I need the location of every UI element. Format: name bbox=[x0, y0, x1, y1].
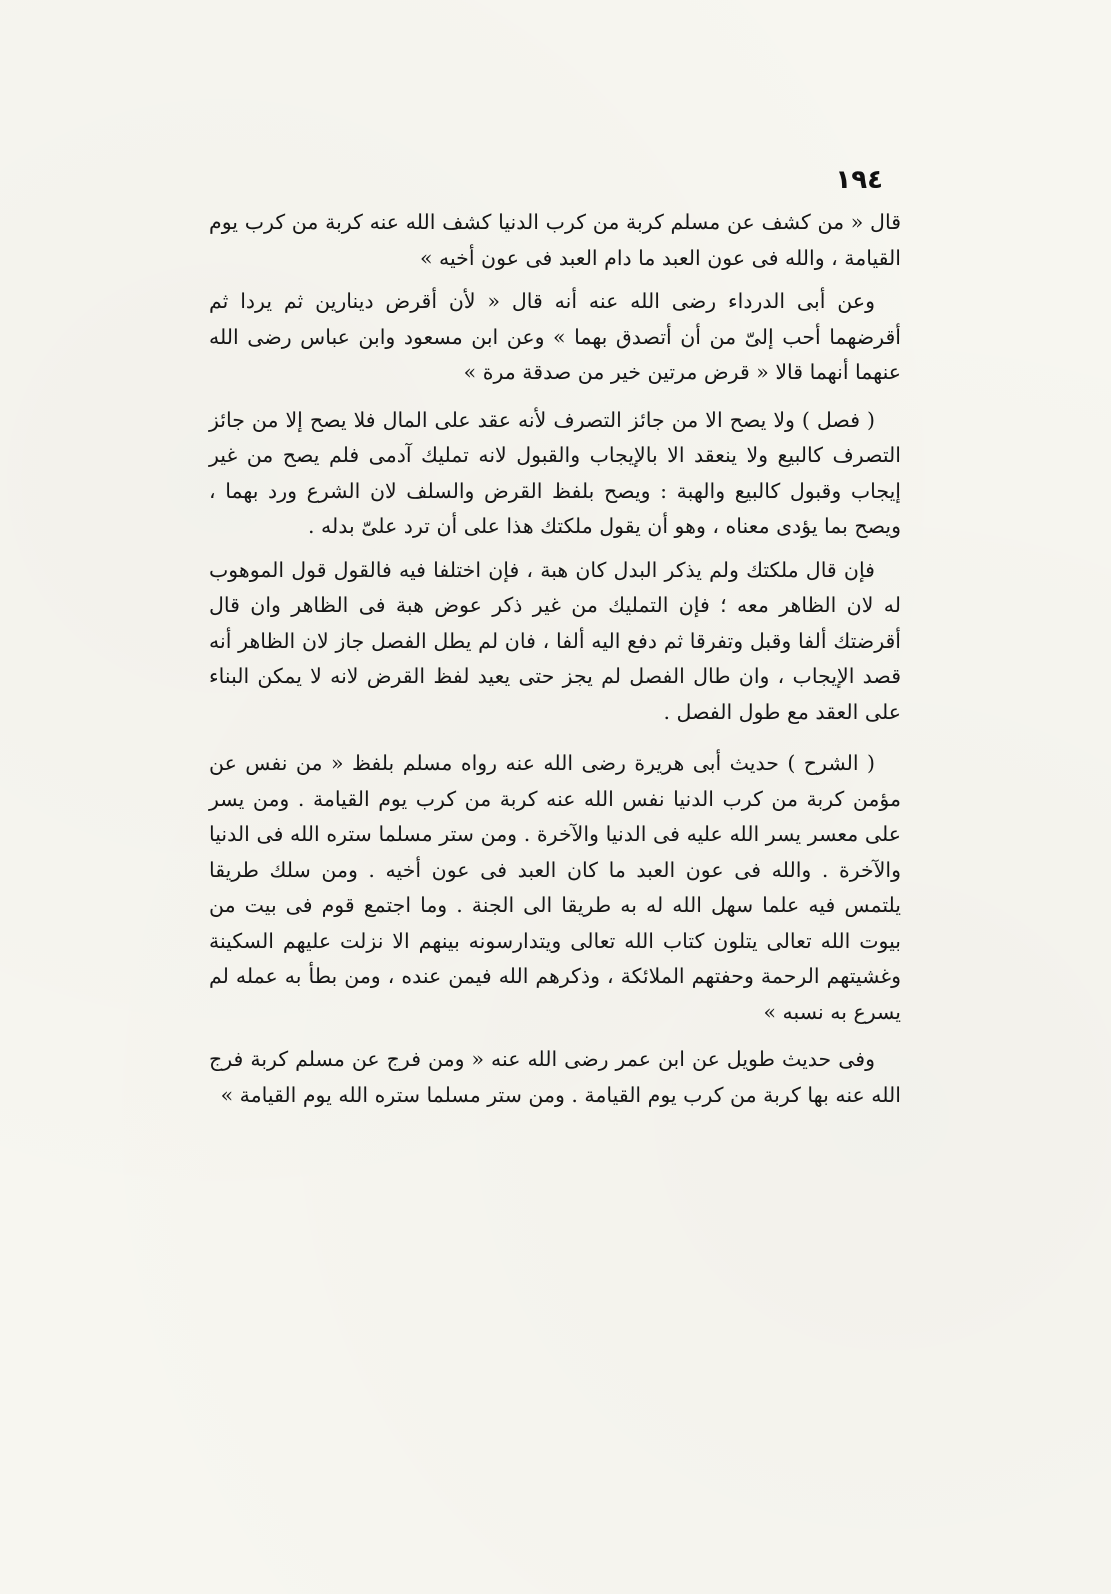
paragraph-fasl: ( فصل ) ولا يصح الا من جائز التصرف لأنه عقد على المال فلا يصح إلا من جائز التصرف كالبيع ولا ينعقد الا بالإيجاب والقبول لانه تمليك آدمى فلم يصح من غير إيجاب وقبول كالبيع والهبة : ويصح بلفظ القرض والسلف لان الشرع ورد بهما ، ويصح بما يؤدى معناه ، وهو أن يقول ملكتك هذا على أن ترد علىّ بدله . bbox=[209, 407, 901, 538]
paragraph-abu-darda: وعن أبى الدرداء رضى الله عنه أنه قال « لأن أقرض دينارين ثم يردا ثم أقرضهما أحب إلىّ من أن أتصدق بهما » وعن ابن مسعود وابن عباس رضى الله عنهما أنهما قالا « قرض مرتين خير من صدقة مرة » bbox=[209, 289, 901, 384]
page-number: ١٩٤ bbox=[835, 165, 883, 195]
paragraph-ibn-umar: وفى حديث طويل عن ابن عمر رضى الله عنه « ومن فرج عن مسلم كربة فرج الله عنه بها كربة من كرب يوم القيامة . ومن ستر مسلما ستره الله يوم القيامة » bbox=[209, 1047, 901, 1107]
paragraph-hadith-quote: قال « من كشف عن مسلم كربة من كرب الدنيا كشف الله عنه كربة من كرب يوم القيامة ، والله فى عون العبد ما دام العبد فى عون أخيه » bbox=[209, 210, 901, 270]
paragraph-hiba: فإن قال ملكتك ولم يذكر البدل كان هبة ، فإن اختلفا فيه فالقول قول الموهوب له لان الظاهر معه ؛ فإن التمليك من غير ذكر عوض هبة فى الظاهر وان قال أقرضتك ألفا وقبل وتفرقا ثم دفع اليه ألفا ، فان لم يطل الفصل جاز لان الظاهر أنه قصد الإيجاب ، وان طال الفصل لم يجز حتى يعيد لفظ القرض لانه لا يمكن البناء على العقد مع طول الفصل . bbox=[209, 557, 901, 724]
paragraph-sharh: ( الشرح ) حديث أبى هريرة رضى الله عنه رواه مسلم بلفظ « من نفس عن مؤمن كربة من كرب الدنيا نفس الله عنه كربة من كرب يوم القيامة . ومن يسر على معسر يسر الله عليه فى الدنيا والآخرة . ومن ستر مسلما ستره الله فى الدنيا والآخرة . والله فى عون العبد ما كان العبد فى عون أخيه . ومن سلك طريقا يلتمس فيه علما سهل الله له به طريقا الى الجنة . وما اجتمع قوم فى بيت من بيوت الله تعالى يتلون كتاب الله تعالى ويتدارسونه بينهم الا نزلت عليهم السكينة وغشيتهم الرحمة وحفتهم الملائكة ، وذكرهم الله فيمن عنده ، ومن بطأ به عمله لم يسرع به نسبه » bbox=[209, 751, 901, 1024]
body-text bbox=[209, 205, 901, 1113]
